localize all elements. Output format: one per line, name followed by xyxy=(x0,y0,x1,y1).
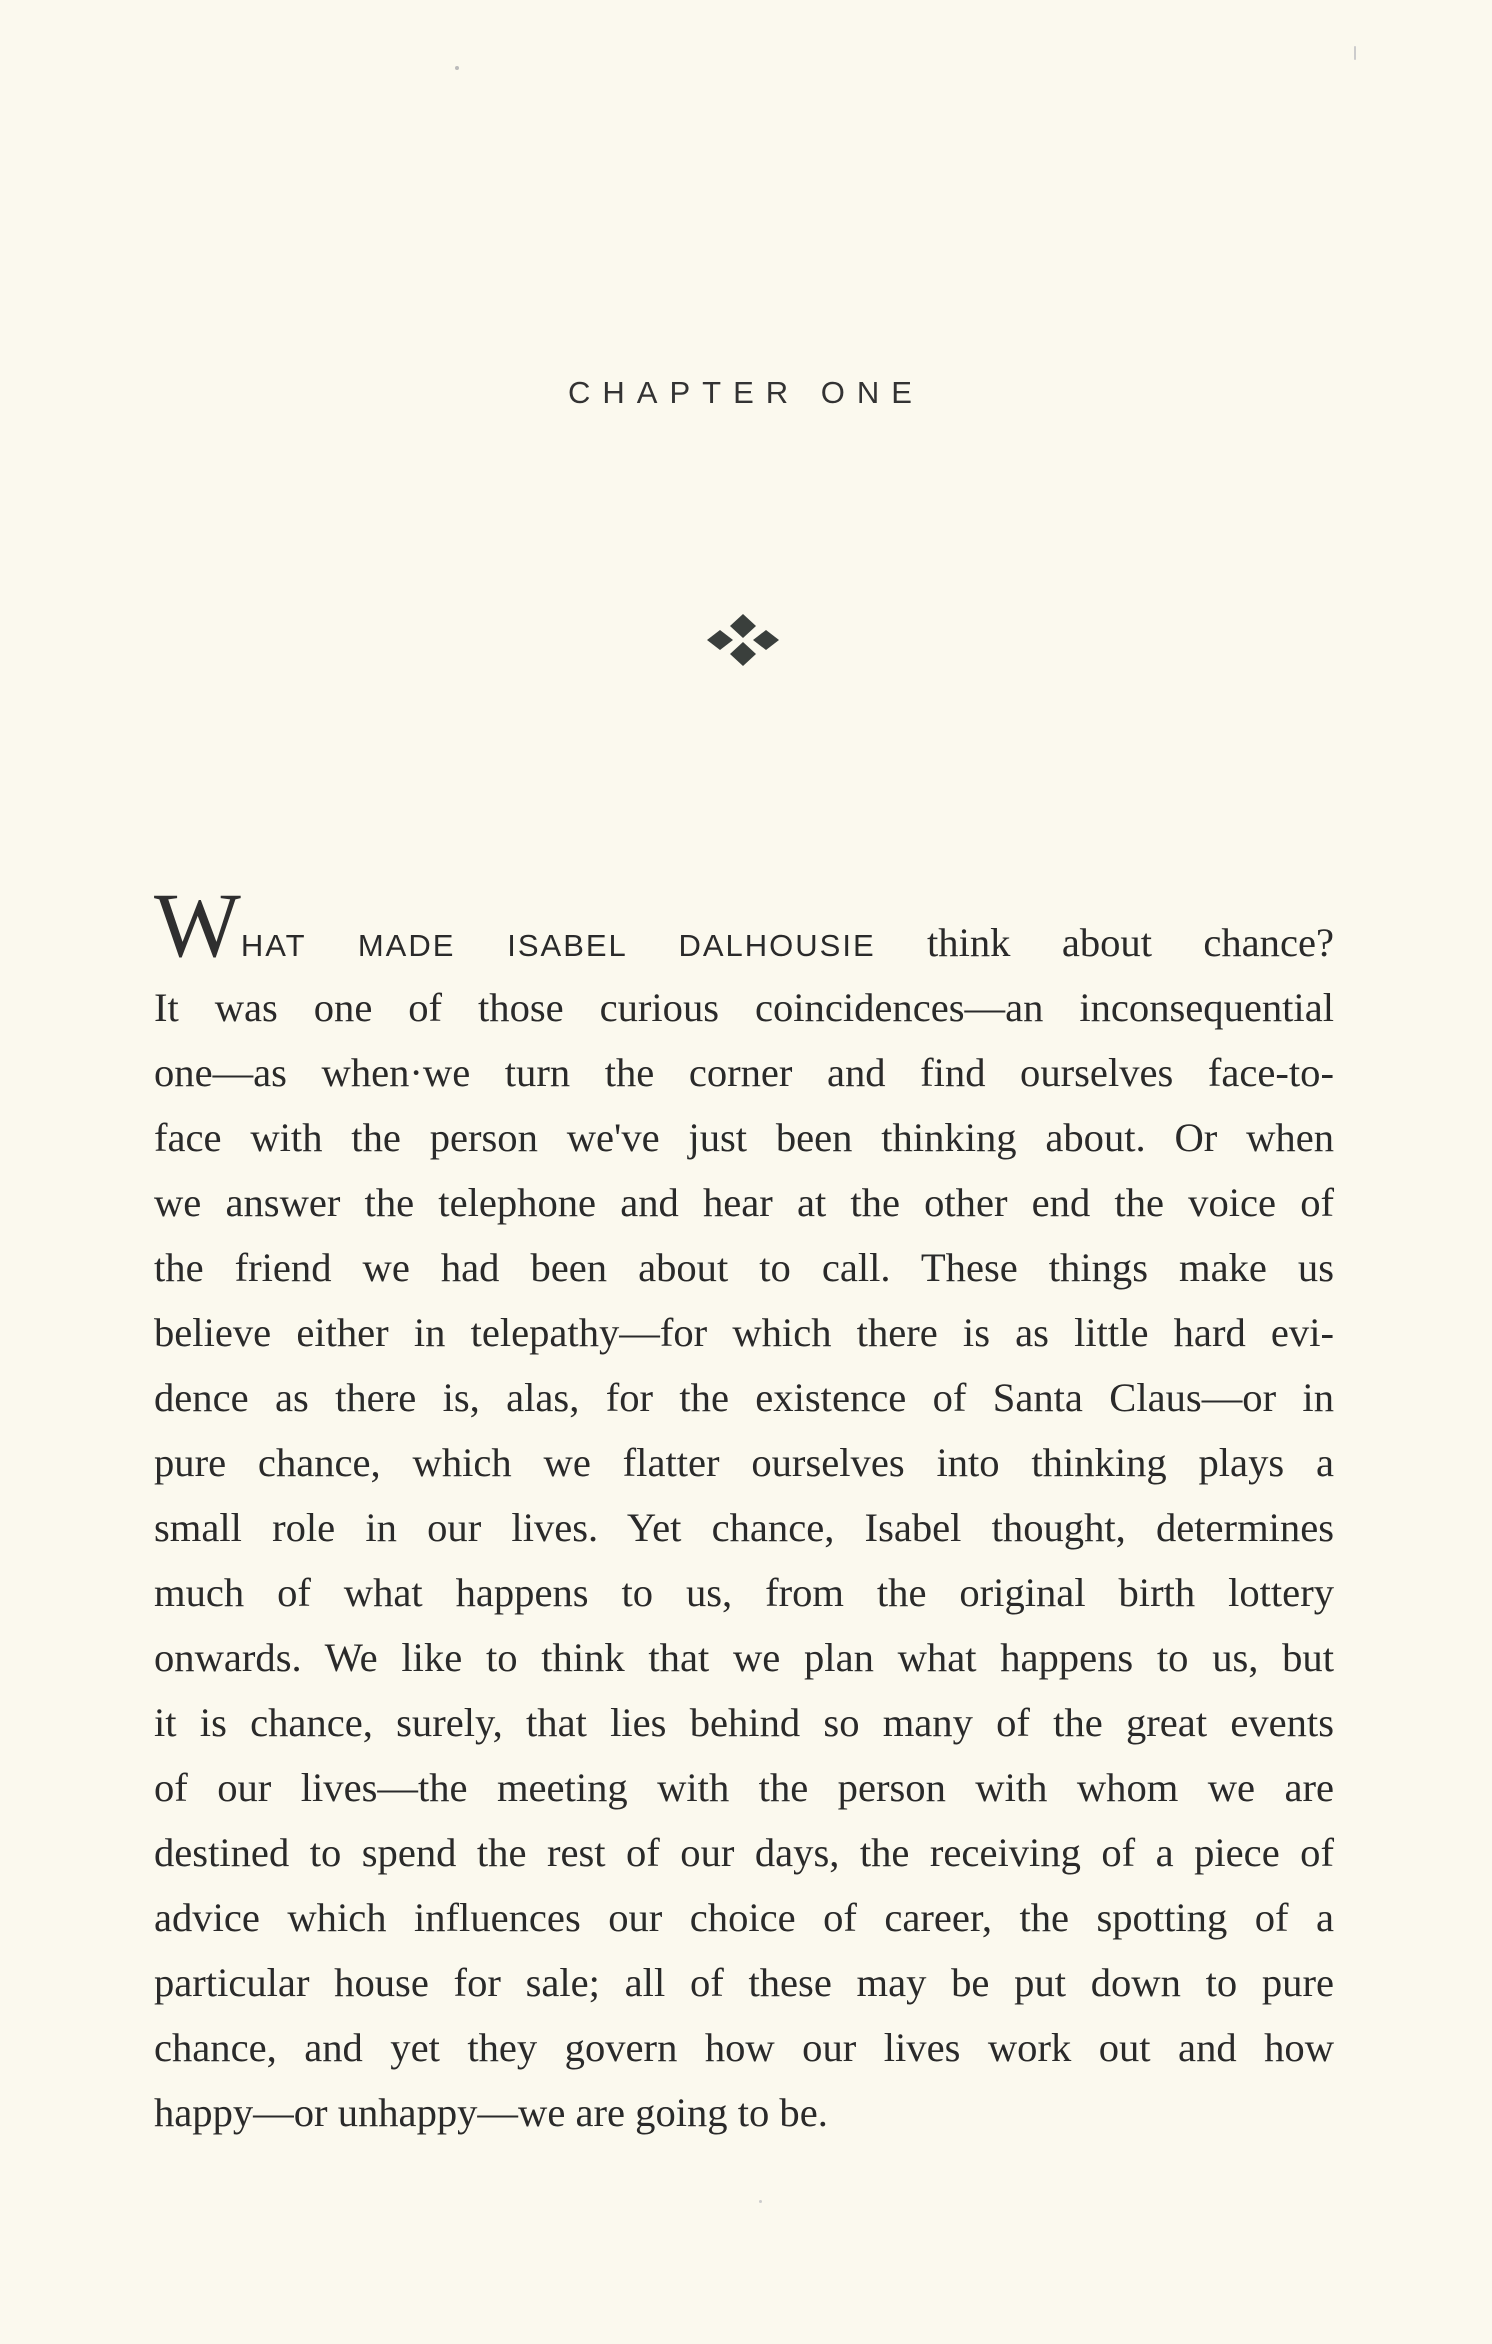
chapter-heading: CHAPTER ONE xyxy=(568,375,924,410)
text-line: It was one of those curious coincidences—an inconsequential xyxy=(154,985,1334,1030)
small-caps-opening: HAT MADE ISABEL DALHOUSIE xyxy=(240,928,876,963)
text-line: the friend we had been about to call. These things make us xyxy=(154,1245,1334,1290)
text-line: one—as when·we turn the corner and find ourselves face-to- xyxy=(154,1050,1334,1095)
text-line: small role in our lives. Yet chance, Isabel thought, determines xyxy=(154,1505,1334,1550)
text-line: it is chance, surely, that lies behind so many of the great events xyxy=(154,1700,1334,1745)
first-line xyxy=(154,874,1334,976)
text-line: chance, and yet they govern how our lives work out and how xyxy=(154,2025,1334,2070)
text-line: of our lives—the meeting with the person with whom we are xyxy=(154,1765,1334,1810)
text-line: particular house for sale; all of these may be put down to pure xyxy=(154,1960,1334,2005)
paper-speck xyxy=(759,2200,762,2203)
paper-speck xyxy=(455,66,459,70)
text-line: believe either in telepathy—for which there is as little hard evi- xyxy=(154,1310,1334,1355)
text-line: dence as there is, alas, for the existence of Santa Claus—or in xyxy=(154,1375,1334,1420)
text-line: we answer the telephone and hear at the other end the voice of xyxy=(154,1180,1334,1225)
drop-cap: W xyxy=(154,874,241,976)
text-line: face with the person we've just been thinking about. Or when xyxy=(154,1115,1334,1160)
chapter-body xyxy=(154,874,1334,2145)
text-line: onwards. We like to think that we plan what happens to us, but xyxy=(154,1635,1334,1680)
text-line: much of what happens to us, from the original birth lottery xyxy=(154,1570,1334,1615)
paper-speck xyxy=(1354,46,1356,60)
text-line: destined to spend the rest of our days, the receiving of a piece of xyxy=(154,1830,1334,1875)
first-line-rest: think about chance? xyxy=(875,920,1334,965)
text-line: pure chance, which we flatter ourselves into thinking plays a xyxy=(154,1440,1334,1485)
final-text-line: happy—or unhappy—we are going to be. xyxy=(154,2090,828,2135)
text-line: advice which influences our choice of career, the spotting of a xyxy=(154,1895,1334,1940)
diamond-ornament-icon xyxy=(700,612,786,668)
